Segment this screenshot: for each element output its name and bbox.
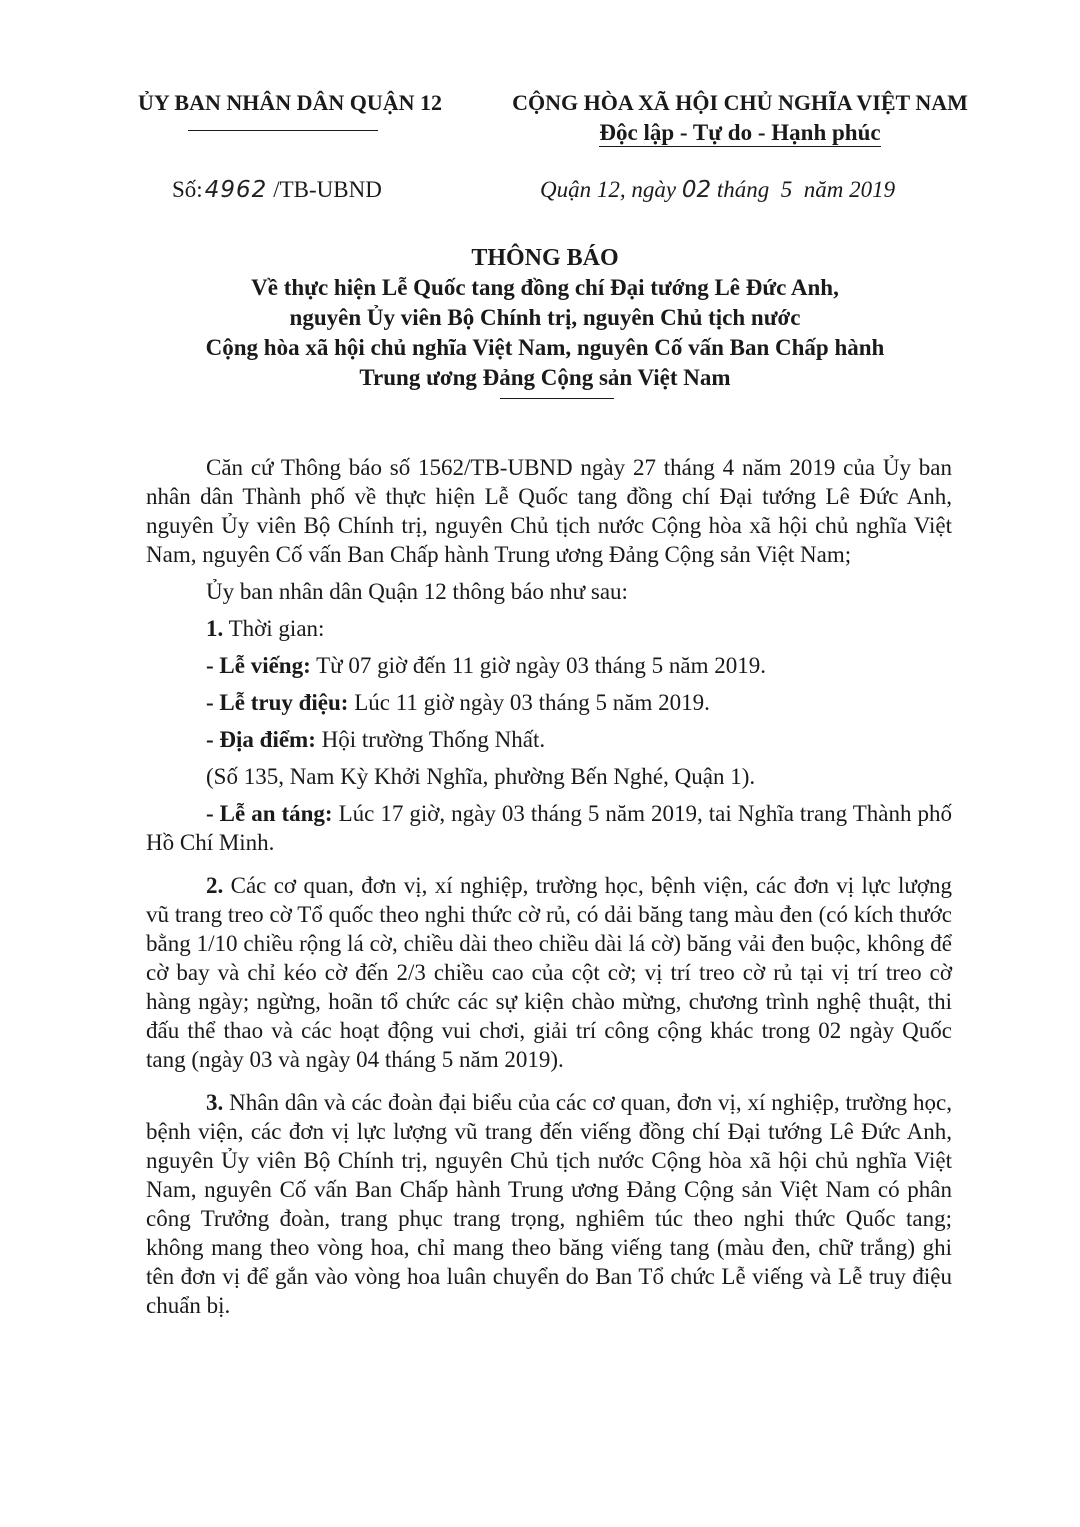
title-main: THÔNG BÁO [471, 245, 619, 271]
national-motto [490, 120, 990, 146]
burial-label: - Lễ an táng: [206, 801, 333, 826]
viewing-label: - Lễ viếng: [206, 653, 311, 678]
section-3-text: Nhân dân và các đoàn đại biểu của các cơ quan, đơn vị, xí nghiệp, trường học, bệnh viện, các đơn vị lực lượng vũ trang đến viếng đồng chí Đại tướng Lê Đức Anh, nguyên Ủy viên Bộ Chính trị, nguyên Chủ tịch nước Cộng hòa xã hội chủ nghĩa Việt Nam, nguyên Cố vấn Ban Chấp hành Trung ương Đảng Cộng sản Việt Nam có phân công Trưởng đoàn, trang phục trang trọng, nghiêm túc theo nghi thức Quốc tang; không mang theo vòng hoa, chỉ mang theo băng viếng tang (màu đen, chữ trắng) ghi tên đơn vị để gắn vào vòng hoa luân chuyển do Ban Tổ chức Lễ viếng và Lễ truy điệu chuẩn bị. [146, 1090, 952, 1318]
issuing-agency: ỦY BAN NHÂN DÂN QUẬN 12 [137, 90, 443, 115]
venue-item [146, 725, 952, 754]
venue-address: (Số 135, Nam Kỳ Khởi Nghĩa, phường Bến Nghé, Quận 1). [206, 764, 756, 789]
viewing-item [146, 651, 952, 680]
section-2-paragraph [146, 871, 952, 1074]
section-3-paragraph [146, 1088, 952, 1320]
viewing-text: Từ 07 giờ đến 11 giờ ngày 03 tháng 5 năm 2019. [310, 653, 766, 678]
document-body [146, 453, 952, 1320]
section-1-heading [146, 614, 952, 643]
national-title: CỘNG HÒA XÃ HỘI CHỦ NGHĨA VIỆT NAM [512, 90, 968, 115]
title-line-3: Cộng hòa xã hội chủ nghĩa Việt Nam, nguyên Cố vấn Ban Chấp hành [205, 335, 885, 360]
memorial-item [146, 688, 952, 717]
memorial-text: Lúc 11 giờ ngày 03 tháng 5 năm 2019. [348, 690, 710, 715]
date-prefix: Quận 12, ngày [540, 177, 677, 202]
place-date [540, 177, 895, 203]
burial-item [146, 799, 952, 857]
section-1-number: 1. [206, 616, 224, 641]
venue-text: Hội trường Thống Nhất. [315, 727, 546, 752]
venue-label: - Địa điểm: [206, 727, 316, 752]
agency-underline [188, 130, 378, 131]
section-2-text: Các cơ quan, đơn vị, xí nghiệp, trường học, bệnh viện, các đơn vị lực lượng vũ trang treo cờ Tổ quốc theo nghi thức cờ rủ, có dải băng tang màu đen (có kích thước bằng 1/10 chiều rộng lá cờ, chiều dài theo chiều dài lá cờ) băng vải đen buộc, không để cờ bay và chỉ kéo cờ đến 2/3 chiều cao của cột cờ; vị trí treo cờ rủ tại vị trí treo cờ hàng ngày; ngừng, hoãn tổ chức các sự kiện chào mừng, chương trình nghệ thuật, thi đấu thể thao và các hoạt động vui chơi, giải trí công cộng khác trong 02 ngày Quốc tang (ngày 03 và ngày 04 tháng 5 năm 2019). [146, 873, 952, 1072]
section-3-number: 3. [206, 1090, 224, 1115]
title-underline [500, 398, 614, 399]
document-title [120, 243, 970, 393]
motto-text: Độc lập - Tự do - Hạnh phúc [599, 120, 881, 145]
announce-paragraph: Ủy ban nhân dân Quận 12 thông báo như sau: [206, 579, 628, 604]
intro-paragraph: Căn cứ Thông báo số 1562/TB-UBND ngày 27 tháng 4 năm 2019 của Ủy ban nhân dân Thành phố về thực hiện Lễ Quốc tang đồng chí Đại tướng Lê Đức Anh, nguyên Ủy viên Bộ Chính trị, nguyên Chủ tịch nước Cộng hòa xã hội chủ nghĩa Việt Nam, nguyên Cố vấn Ban Chấp hành Trung ương Đảng Cộng sản Việt Nam; [146, 455, 952, 567]
docnum-suffix: /TB-UBND [273, 177, 382, 202]
title-line-2: nguyên Ủy viên Bộ Chính trị, nguyên Chủ tịch nước [289, 305, 801, 330]
title-line-4: Trung ương Đảng Cộng sản Việt Nam [359, 365, 731, 390]
title-line-1: Về thực hiện Lễ Quốc tang đồng chí Đại tướng Lê Đức Anh, [251, 275, 839, 300]
section-2-number: 2. [206, 873, 224, 898]
docnum-handwritten: 4962 [204, 177, 268, 203]
burial-text: Lúc 17 giờ, ngày 03 tháng 5 năm 2019, tai Nghĩa trang Thành phố Hồ Chí Minh. [146, 801, 952, 855]
section-1-text: Thời gian: [223, 616, 325, 641]
memorial-label: - Lễ truy điệu: [206, 690, 349, 715]
date-rest: tháng 5 năm 2019 [716, 177, 896, 202]
date-day-handwritten: 02 [681, 177, 712, 203]
document-number [172, 177, 382, 203]
docnum-prefix: Số: [172, 177, 203, 202]
